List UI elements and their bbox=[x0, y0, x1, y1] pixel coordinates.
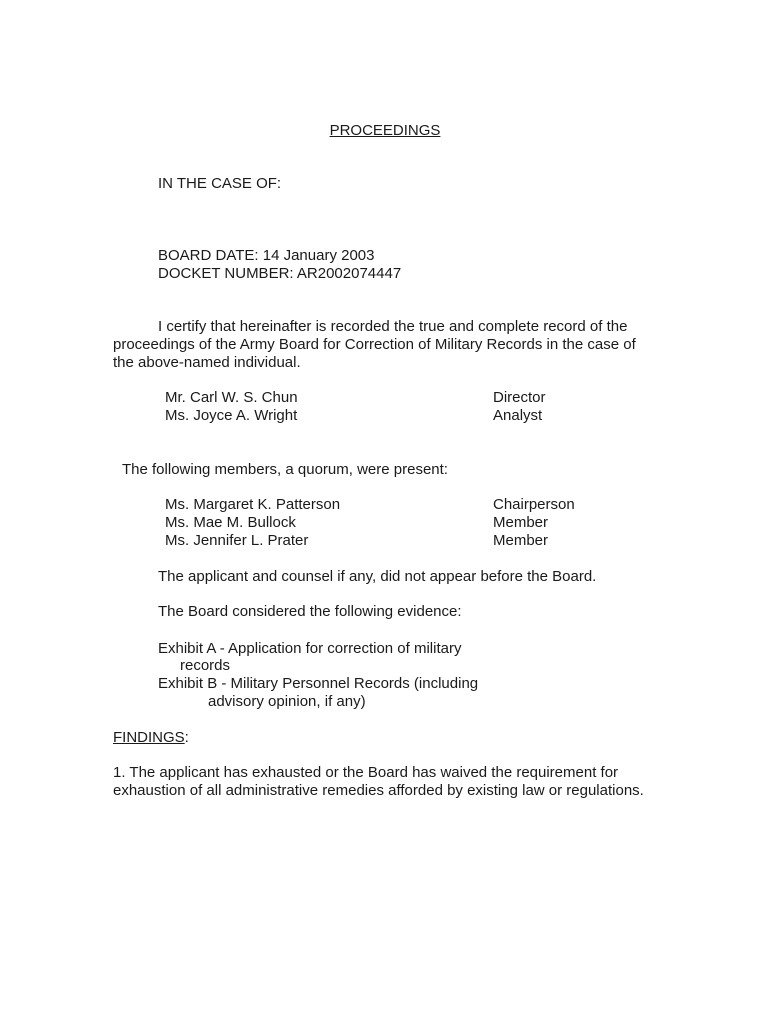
member-name: Ms. Mae M. Bullock bbox=[165, 514, 296, 531]
docket-number: DOCKET NUMBER: AR2002074447 bbox=[158, 265, 402, 282]
board-date: BOARD DATE: 14 January 2003 bbox=[158, 247, 375, 264]
member-name: Ms. Margaret K. Patterson bbox=[165, 496, 341, 513]
finding-line: 1. The applicant has exhausted or the Board has waived the requirement for bbox=[113, 764, 619, 781]
evidence-text: The Board considered the following evidence: bbox=[158, 603, 462, 620]
finding-line: exhaustion of all administrative remedies afforded by existing law or regulations. bbox=[113, 782, 644, 799]
certify-line: I certify that hereinafter is recorded the true and complete record of the bbox=[158, 318, 628, 335]
member-role: Member bbox=[493, 532, 549, 549]
staff-name: Mr. Carl W. S. Chun bbox=[165, 389, 298, 406]
staff-name: Ms. Joyce A. Wright bbox=[165, 407, 298, 424]
quorum-text: The following members, a quorum, were present: bbox=[122, 461, 448, 478]
findings-heading-text: FINDINGS bbox=[113, 729, 185, 746]
document-title: PROCEEDINGS bbox=[329, 122, 441, 139]
exhibit-b-cont: advisory opinion, if any) bbox=[208, 693, 366, 710]
member-role: Member bbox=[493, 514, 549, 531]
appearance-text: The applicant and counsel if any, did not appear before the Board. bbox=[158, 568, 597, 585]
certify-line: proceedings of the Army Board for Correction of Military Records in the case of bbox=[113, 336, 636, 353]
findings-heading bbox=[113, 729, 189, 747]
member-role: Chairperson bbox=[493, 496, 575, 513]
exhibit-b: Exhibit B - Military Personnel Records (including bbox=[158, 675, 479, 692]
exhibit-a-cont: records bbox=[180, 657, 231, 674]
staff-role: Director bbox=[493, 389, 546, 406]
findings-colon: : bbox=[184, 729, 189, 746]
staff-role: Analyst bbox=[493, 407, 543, 424]
certify-line: the above-named individual. bbox=[113, 354, 301, 371]
exhibit-a: Exhibit A - Application for correction of military bbox=[158, 640, 462, 657]
member-name: Ms. Jennifer L. Prater bbox=[165, 532, 309, 549]
case-label: IN THE CASE OF: bbox=[158, 175, 282, 192]
